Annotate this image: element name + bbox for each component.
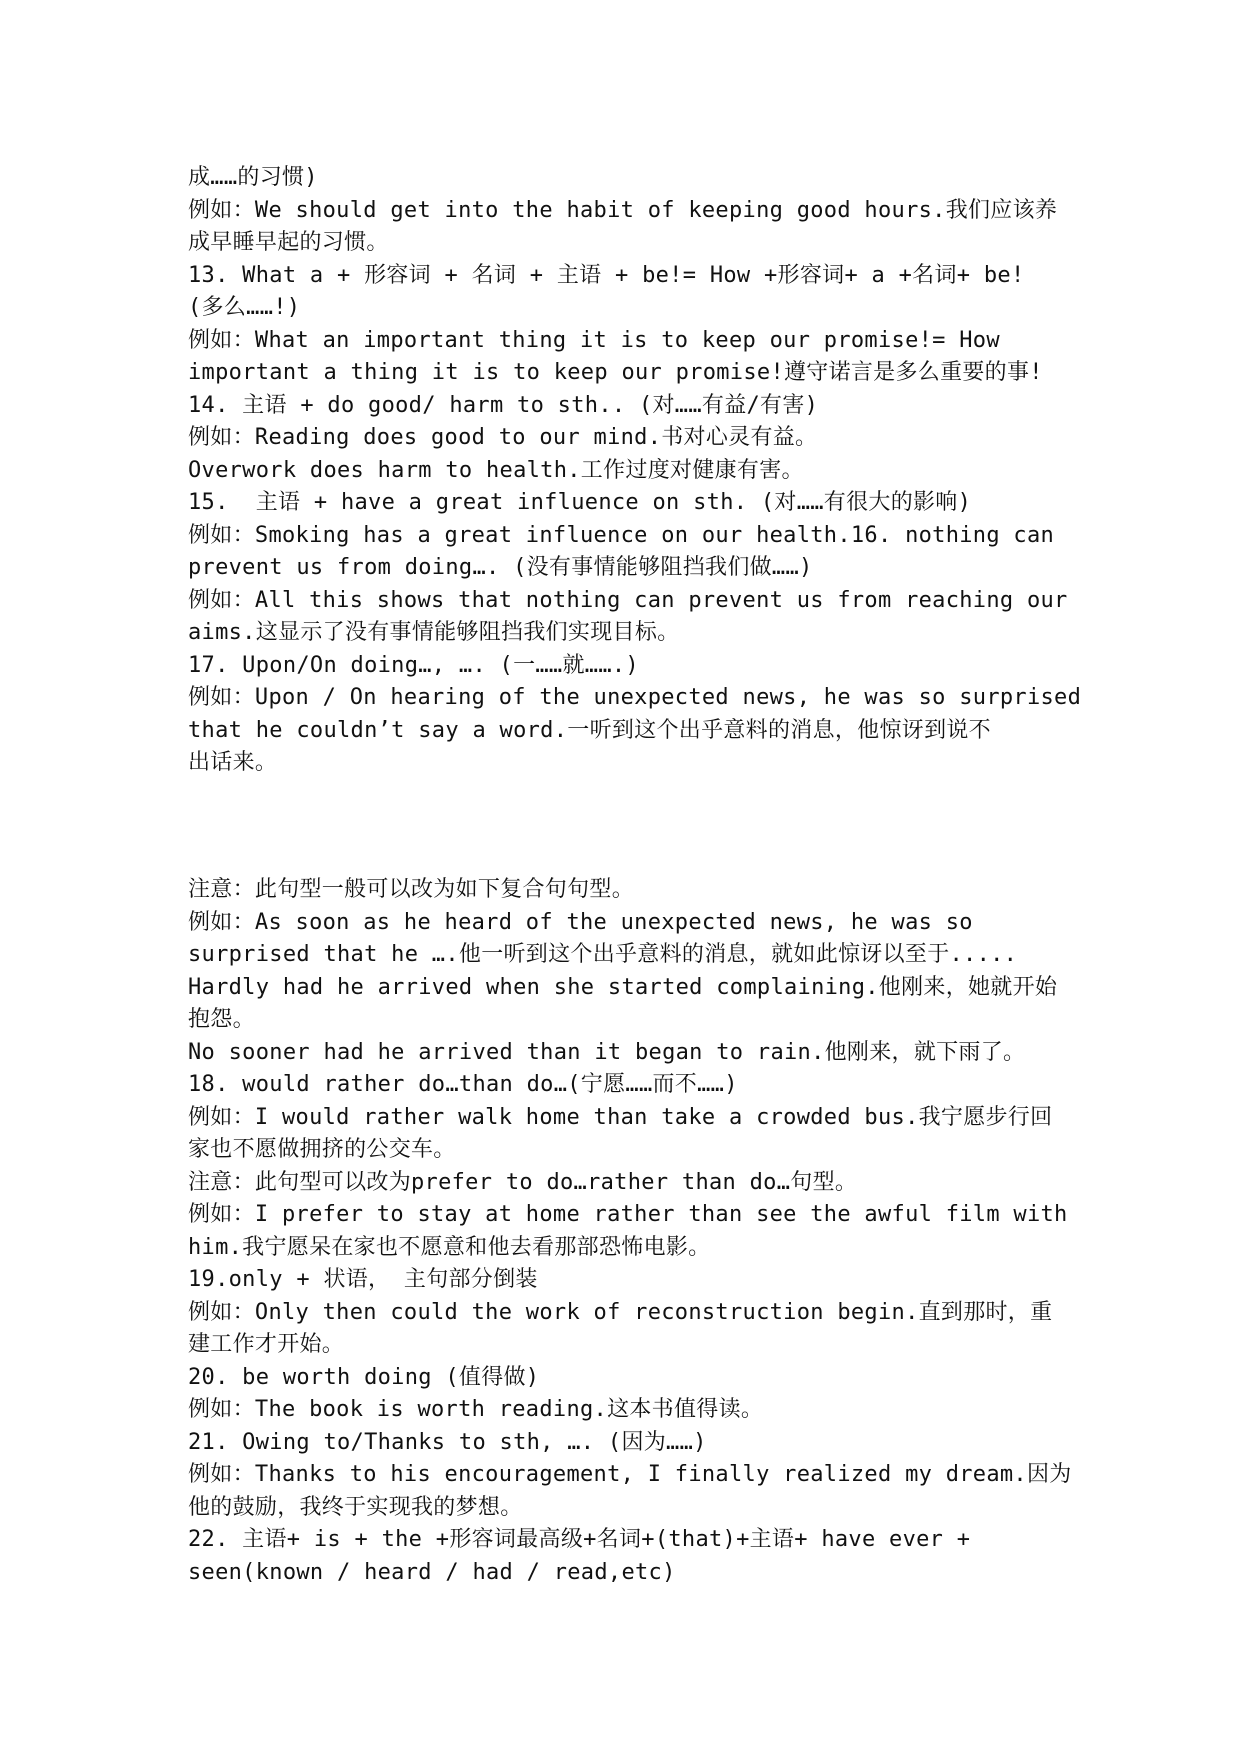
text-line: 例如：Only then could the work of reconstruction begin.直到那时，重 [188,1299,1053,1325]
text-line: (多么……!) [188,295,301,320]
text-block-lower [188,874,1088,1589]
text-line: No sooner had he arrived than it began to rain.他刚来，就下雨了。 [188,1039,1026,1065]
text-line: 例如：Smoking has a great influence on our health.16. nothing can [188,522,1055,548]
text-line: 22. 主语+ is + the +形容词最高级+名词+(that)+主语+ have ever + [188,1527,971,1552]
text-line: aims.这显示了没有事情能够阻挡我们实现目标。 [188,620,680,645]
text-line: 例如：The book is worth reading.这本书值得读。 [188,1397,764,1422]
text-line: 例如：I would rather walk home than take a crowded bus.我宁愿步行回 [188,1104,1053,1130]
text-line: 注意：此句型一般可以改为如下复合句句型。 [188,877,635,902]
text-line: 抱怨。 [188,1007,255,1032]
text-line: 20. be worth doing (值得做) [188,1364,540,1390]
text-line: 注意：此句型可以改为prefer to do…rather than do…句型。 [188,1169,858,1195]
text-line: 家也不愿做拥挤的公交车。 [188,1137,456,1162]
text-line: 例如：All this shows that nothing can prevent us from reaching our [188,587,1068,613]
text-line: 成早睡早起的习惯。 [188,230,389,255]
text-line: 18. would rather do…than do…(宁愿……而不……) [188,1072,738,1097]
text-line: 他的鼓励，我终于实现我的梦想。 [188,1494,523,1520]
text-line: that he couldn’t say a word.一听到这个出乎意料的消息，他惊讶到说不 [188,717,991,743]
text-block-upper [188,162,1088,780]
text-line: Hardly had he arrived when she started complaining.他刚来，她就开始 [188,974,1058,1000]
text-line: Overwork does harm to health.工作过度对健康有害。 [188,457,804,483]
text-line: 21. Owing to/Thanks to sth, …. (因为……) [188,1429,707,1455]
text-line: 例如：Thanks to his encouragement, I finally realized my dream.因为 [188,1462,1072,1487]
text-line: 例如：I prefer to stay at home rather than see the awful film with [188,1202,1068,1227]
text-line: surprised that he ….他一听到这个出乎意料的消息，就如此惊讶以至于..... [188,942,1018,967]
text-line: prevent us from doing…. (没有事情能够阻挡我们做……) [188,555,813,580]
text-line: 建工作才开始。 [188,1332,345,1357]
text-line: 17. Upon/On doing…, …. (一……就…….) [188,652,639,678]
text-line: 15. 主语 + have a great influence on sth. (对……有很大的影响) [188,490,972,515]
text-line: him.我宁愿呆在家也不愿意和他去看那部恐怖电影。 [188,1234,711,1260]
text-line: 13. What a + 形容词 + 名词 + 主语 + be!= How +形容词+ a +名词+ be! [188,262,1025,288]
text-line: 例如：Upon / On hearing of the unexpected news, he was so surprised [188,685,1082,710]
text-line: 19.only + 状语， 主句部分倒装 [188,1267,538,1292]
text-line: 14. 主语 + do good/ harm to sth.. (对……有益/有害) [188,392,819,418]
text-line: 成……的习惯) [188,165,318,190]
text-line: 例如：As soon as he heard of the unexpected news, he was so [188,909,973,935]
text-line: 例如：What an important thing it is to keep our promise!= How [188,327,1000,353]
text-line: seen(known / heard / had / read,etc) [188,1559,676,1585]
text-line: 例如：Reading does good to our mind.书对心灵有益。 [188,425,818,450]
text-line: 出话来。 [188,750,278,775]
text-line: important a thing it is to keep our promise!遵守诺言是多么重要的事! [188,360,1043,385]
text-line: 例如：We should get into the habit of keeping good hours.我们应该养 [188,197,1058,223]
